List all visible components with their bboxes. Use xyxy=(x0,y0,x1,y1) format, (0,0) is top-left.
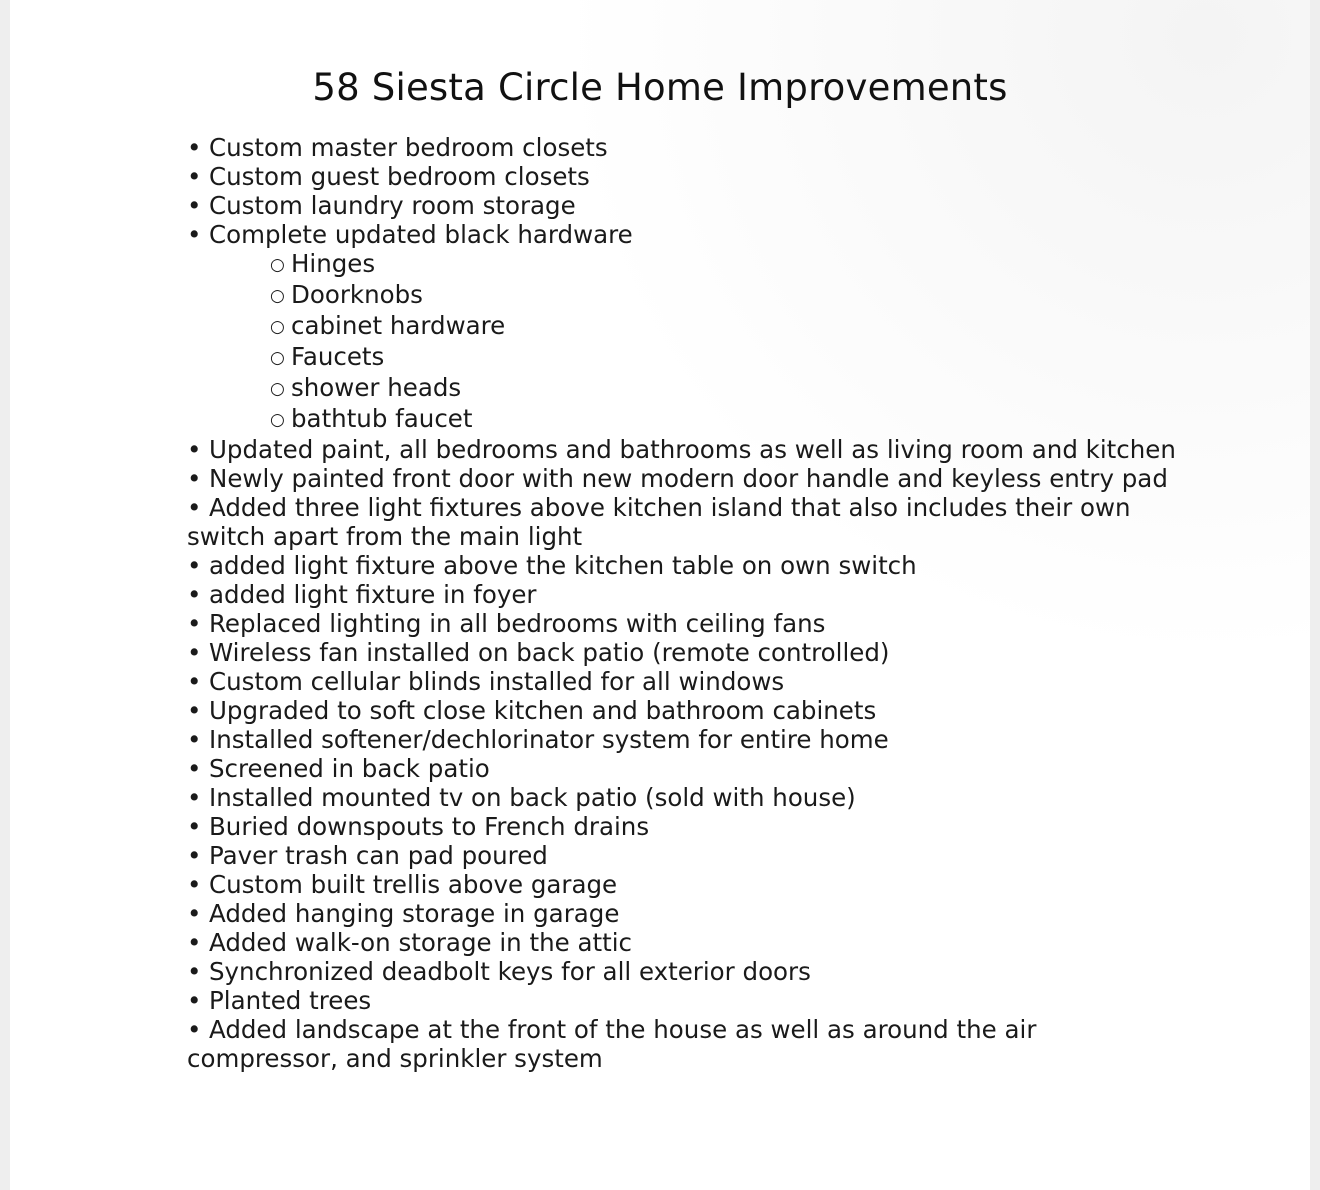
document-page xyxy=(10,0,1310,1190)
bullet-icon: • xyxy=(187,725,202,754)
list-item xyxy=(187,812,1187,841)
item-text: added light fixture in foyer xyxy=(209,580,537,609)
list-item xyxy=(187,870,1187,899)
item-text: cabinet hardware xyxy=(291,311,506,340)
bullet-icon: • xyxy=(187,551,202,580)
list-item xyxy=(187,899,1187,928)
bullet-icon: • xyxy=(187,435,202,464)
item-text: Hinges xyxy=(291,249,376,278)
item-text: Updated paint, all bedrooms and bathrooms as well as living room and kitchen xyxy=(209,435,1176,464)
sub-bullet-icon: ○ xyxy=(270,286,285,306)
bullet-icon: • xyxy=(187,754,202,783)
list-item xyxy=(187,725,1187,754)
list-item xyxy=(187,493,1187,551)
list-item xyxy=(187,609,1187,638)
list-item xyxy=(187,754,1187,783)
bullet-icon: • xyxy=(187,870,202,899)
bullet-icon: • xyxy=(187,638,202,667)
sub-list-item xyxy=(187,342,1187,373)
sub-bullet-icon: ○ xyxy=(270,410,285,430)
list-item xyxy=(187,435,1187,464)
item-text: Doorknobs xyxy=(291,280,423,309)
item-text: Newly painted front door with new modern door handle and keyless entry pad xyxy=(209,464,1168,493)
bullet-icon: • xyxy=(187,580,202,609)
bullet-icon: • xyxy=(187,162,202,191)
bullet-icon: • xyxy=(187,1015,202,1044)
item-text: Paver trash can pad poured xyxy=(209,841,548,870)
bullet-icon: • xyxy=(187,464,202,493)
item-text: Custom laundry room storage xyxy=(209,191,576,220)
list-item xyxy=(187,133,1187,162)
item-text: shower heads xyxy=(291,373,462,402)
list-item xyxy=(187,986,1187,1015)
bullet-icon: • xyxy=(187,928,202,957)
list-item xyxy=(187,551,1187,580)
item-text: Custom guest bedroom closets xyxy=(209,162,590,191)
item-text: Faucets xyxy=(291,342,385,371)
list-item xyxy=(187,220,1187,249)
bullet-icon: • xyxy=(187,133,202,162)
bullet-icon: • xyxy=(187,220,202,249)
item-text: Custom cellular blinds installed for all windows xyxy=(209,667,785,696)
item-text: Replaced lighting in all bedrooms with ceiling fans xyxy=(209,609,826,638)
bullet-icon: • xyxy=(187,696,202,725)
sub-bullet-icon: ○ xyxy=(270,348,285,368)
bullet-icon: • xyxy=(187,667,202,696)
bullet-icon: • xyxy=(187,986,202,1015)
list-item xyxy=(187,1015,1187,1073)
sub-list-item xyxy=(187,249,1187,280)
item-text: Custom built trellis above garage xyxy=(209,870,618,899)
item-text: Installed mounted tv on back patio (sold with house) xyxy=(209,783,856,812)
bullet-icon: • xyxy=(187,841,202,870)
bullet-icon: • xyxy=(187,191,202,220)
list-item xyxy=(187,957,1187,986)
list-item xyxy=(187,696,1187,725)
item-text: Synchronized deadbolt keys for all exterior doors xyxy=(209,957,811,986)
list-item xyxy=(187,667,1187,696)
item-text: Added three light fixtures above kitchen island that also includes their own switch apart from the main light xyxy=(187,493,1131,551)
list-item xyxy=(187,580,1187,609)
bullet-icon: • xyxy=(187,783,202,812)
item-text: Added landscape at the front of the house as well as around the air compressor, and sprinkler system xyxy=(187,1015,1037,1073)
list-item xyxy=(187,464,1187,493)
item-text: Installed softener/dechlorinator system for entire home xyxy=(209,725,889,754)
item-text: Screened in back patio xyxy=(209,754,490,783)
page-title: 58 Siesta Circle Home Improvements xyxy=(312,66,1008,109)
list-item xyxy=(187,162,1187,191)
list-item xyxy=(187,638,1187,667)
list-item xyxy=(187,783,1187,812)
item-text: Added hanging storage in garage xyxy=(209,899,620,928)
list-item xyxy=(187,191,1187,220)
list-item xyxy=(187,841,1187,870)
sub-list-item xyxy=(187,311,1187,342)
sub-list-item xyxy=(187,373,1187,404)
item-text: Wireless fan installed on back patio (remote controlled) xyxy=(209,638,890,667)
item-text: Complete updated black hardware xyxy=(209,220,633,249)
item-text: Upgraded to soft close kitchen and bathroom cabinets xyxy=(209,696,877,725)
improvements-list xyxy=(187,133,1187,1073)
list-item xyxy=(187,928,1187,957)
item-text: Planted trees xyxy=(209,986,372,1015)
bullet-icon: • xyxy=(187,899,202,928)
sub-list-item xyxy=(187,280,1187,311)
item-text: Buried downspouts to French drains xyxy=(209,812,650,841)
item-text: Custom master bedroom closets xyxy=(209,133,608,162)
sub-bullet-icon: ○ xyxy=(270,379,285,399)
sub-bullet-icon: ○ xyxy=(270,317,285,337)
item-text: bathtub faucet xyxy=(291,404,473,433)
bullet-icon: • xyxy=(187,493,202,522)
item-text: Added walk-on storage in the attic xyxy=(209,928,632,957)
bullet-icon: • xyxy=(187,812,202,841)
bullet-icon: • xyxy=(187,957,202,986)
sub-list-item xyxy=(187,404,1187,435)
sub-bullet-icon: ○ xyxy=(270,255,285,275)
bullet-icon: • xyxy=(187,609,202,638)
item-text: added light fixture above the kitchen table on own switch xyxy=(209,551,917,580)
